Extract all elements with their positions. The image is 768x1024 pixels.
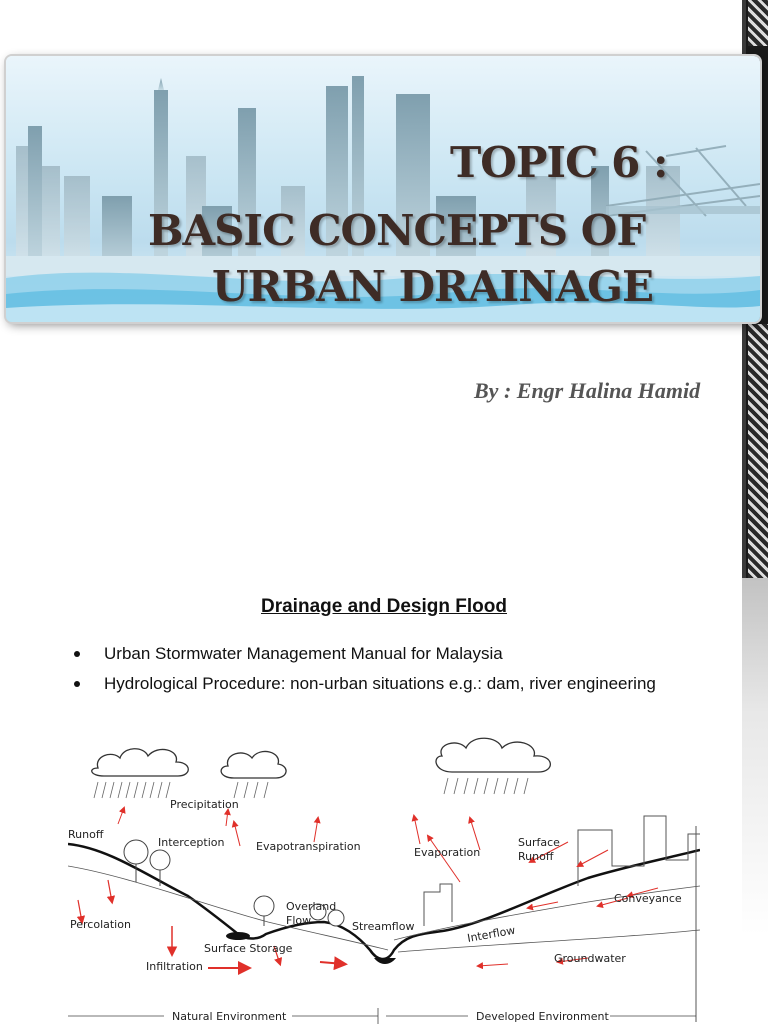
bullet-text: Urban Stormwater Management Manual for Malaysia	[104, 644, 503, 663]
bullet-dot	[74, 651, 80, 657]
label-interception: Interception	[158, 836, 225, 849]
label-runoff: Runoff	[68, 828, 104, 841]
label-evapotranspiration: Evapotranspiration	[256, 840, 361, 853]
hydrologic-cycle-diagram	[68, 726, 700, 1024]
label-interflow: Interflow	[466, 923, 517, 945]
bullet-list	[70, 642, 656, 702]
cloud-icon	[92, 749, 189, 776]
bullet-item	[70, 672, 656, 702]
process-arrows	[78, 808, 658, 968]
label-precipitation: Precipitation	[170, 798, 239, 811]
label-evaporation: Evaporation	[414, 846, 481, 859]
label-conveyance: Conveyance	[614, 892, 682, 905]
border-pattern-top	[748, 0, 768, 46]
label-surface-storage: Surface Storage	[204, 942, 293, 955]
label-groundwater: Groundwater	[554, 952, 626, 965]
label-percolation: Percolation	[70, 918, 131, 931]
bullet-text: Hydrological Procedure: non-urban situations e.g.: dam, river engineering	[104, 674, 656, 693]
label-surface-runoff-2: Runoff	[518, 850, 554, 863]
title-line-3: URBAN DRAINAGE	[212, 262, 654, 311]
border-fade	[742, 578, 768, 1024]
bullet-dot	[74, 681, 80, 687]
rain-lines	[94, 778, 528, 798]
cloud-icon	[221, 751, 286, 778]
bullet-item	[70, 642, 656, 672]
author-byline: By : Engr Halina Hamid	[474, 378, 701, 403]
section-heading: Drainage and Design Flood	[261, 596, 507, 617]
cloud-icon	[436, 738, 550, 772]
title-line-2: BASIC CONCEPTS OF	[148, 206, 646, 255]
label-overland-flow-1: Overland	[286, 900, 337, 913]
label-developed-environment: Developed Environment	[476, 1010, 609, 1023]
label-overland-flow-2: Flow	[286, 914, 312, 927]
label-infiltration: Infiltration	[146, 960, 203, 973]
label-surface-runoff-1: Surface	[518, 836, 560, 849]
border-pattern-middle	[748, 324, 768, 578]
label-streamflow: Streamflow	[352, 920, 415, 933]
title-line-1: TOPIC 6 :	[450, 138, 668, 187]
label-natural-environment: Natural Environment	[172, 1010, 287, 1023]
